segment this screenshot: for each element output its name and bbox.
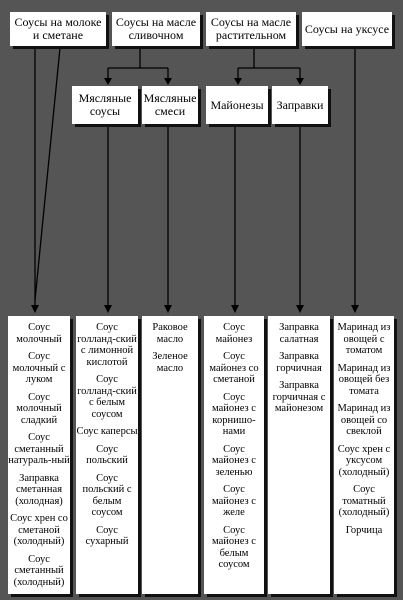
sauce-item: Соус молочный	[16, 322, 62, 345]
sauce-item: Зеленое масло	[152, 351, 188, 374]
sauce-item: Заправка салатная	[279, 322, 319, 345]
subcategory-mayonnaise	[206, 86, 268, 124]
sauce-item: Соус майонез с белым соусом	[212, 524, 256, 570]
sauce-item: Соус майонез	[215, 322, 253, 345]
sauce-item: Соус сметанный натураль-ный	[8, 432, 70, 466]
category-label: Соусы на уксусе	[304, 21, 390, 36]
sauce-item: Соус майонез с корнишо-нами	[212, 391, 256, 437]
sauce-item: Маринад из овощей с томатом	[337, 322, 391, 356]
category-milk-sour-cream	[10, 12, 106, 46]
sauce-item: Соус хрен с уксусом (холодный)	[337, 443, 391, 478]
sauce-item: Раковое масло	[152, 322, 188, 345]
column-butter-mixes	[142, 316, 198, 594]
sauce-item: Заправка сметанная (холодная)	[15, 472, 63, 507]
sauce-item: Соус молочный сладкий	[16, 391, 62, 426]
sauce-item: Заправка горчичная	[276, 351, 322, 374]
subcategory-label: Майонезы	[210, 97, 264, 112]
subcategory-butter-mixes	[142, 86, 198, 124]
category-butter	[112, 12, 200, 46]
sauce-item: Соус сметанный (холодный)	[13, 553, 65, 588]
sauce-item: Соус сухарный	[85, 524, 129, 547]
sauce-item: Горчица	[345, 524, 383, 536]
sauce-item: Соус польский с белым соусом	[82, 472, 132, 518]
sauce-item: Соус майонез со сметаной	[209, 351, 259, 385]
column-butter-sauces	[76, 316, 138, 594]
column-vinegar-sauces	[334, 316, 394, 594]
category-label: Соусы на масле сливочном	[115, 15, 197, 42]
sauce-item: Соус молочный с луком	[12, 351, 66, 385]
sauce-item: Заправка горчичная с майонезом	[272, 380, 326, 414]
sauce-item: Соус польский	[86, 443, 128, 466]
category-vegetable-oil	[206, 12, 296, 46]
sauce-item: Соус майонез с желе	[212, 484, 256, 518]
column-dressings	[268, 316, 330, 594]
sauce-item: Соус голланд-ский с лимонной кислотой	[77, 322, 137, 368]
sauce-item: Соус томатный (холодный)	[338, 484, 390, 518]
sauce-item: Маринад из овощей без томата	[337, 362, 391, 397]
category-vinegar	[302, 12, 392, 46]
subcategory-label: Мясляные соусы	[78, 91, 132, 118]
sauce-item: Маринад из овощей со свеклой	[337, 403, 391, 437]
sauce-item: Соус каперсы	[76, 426, 138, 437]
column-milk-sauces	[8, 316, 70, 594]
subcategory-label: Мясляные смеси	[143, 91, 197, 118]
sauce-item: Соус голланд-ский с белым соусом	[77, 374, 137, 420]
subcategory-dressings	[272, 86, 328, 124]
category-label: Соусы на масле растительном	[210, 15, 292, 42]
column-mayonnaise	[204, 316, 264, 594]
sauce-item: Соус хрен со сметаной (холодный)	[10, 513, 68, 547]
category-label: Соусы на молоке и сметане	[14, 15, 102, 42]
subcategory-label: Заправки	[276, 97, 324, 112]
sauce-item: Соус майонез с зеленью	[212, 443, 256, 478]
subcategory-butter-sauces	[72, 86, 138, 124]
